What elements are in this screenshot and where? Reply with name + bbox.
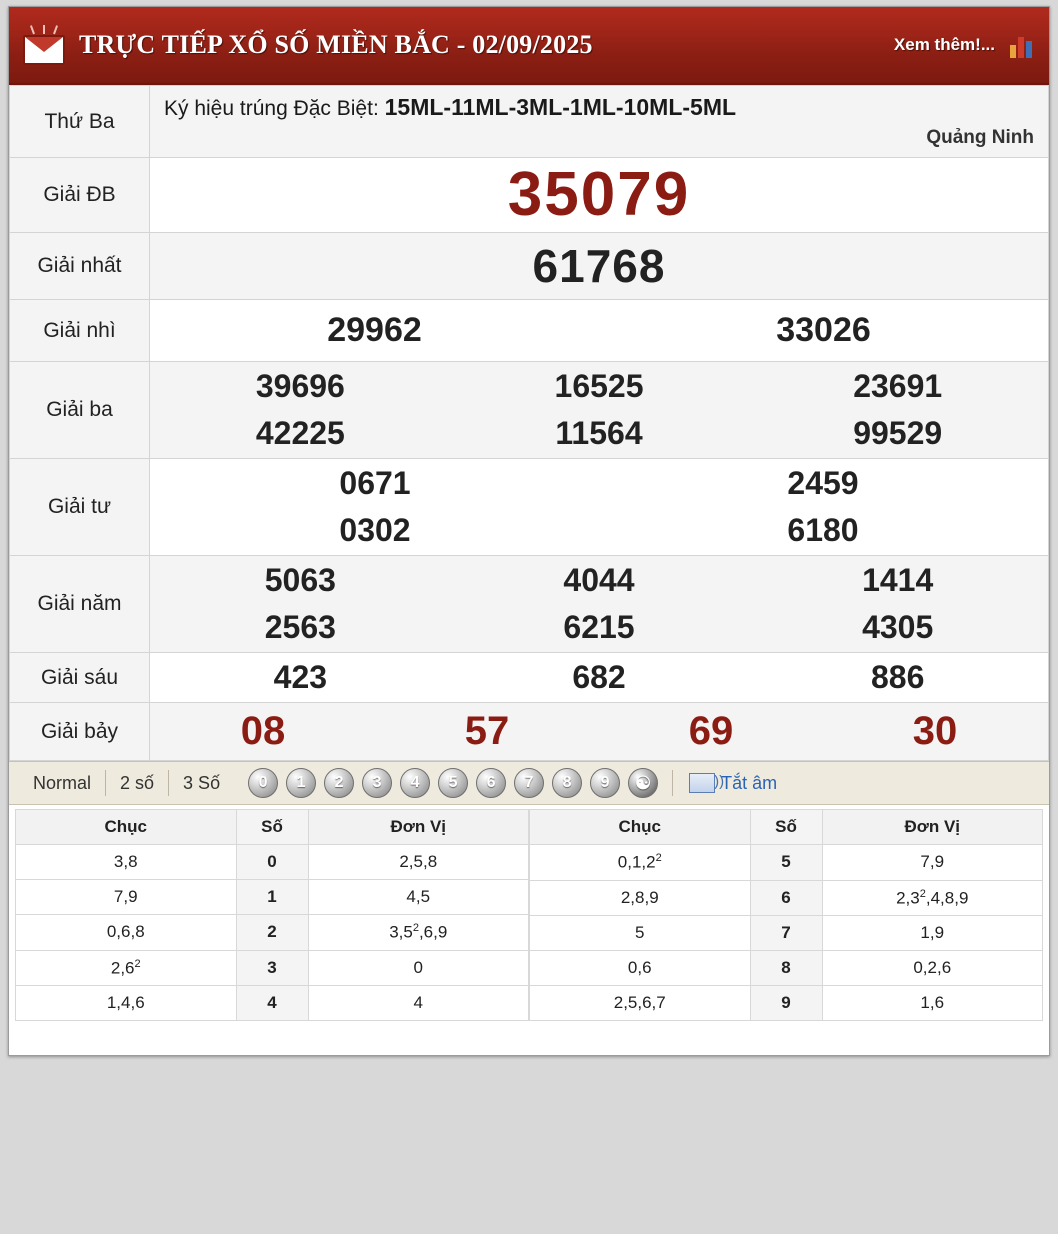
special-code-line xyxy=(164,94,1034,121)
stats-donvi: 1,6 xyxy=(822,986,1043,1021)
stats-header-so: Số xyxy=(236,810,308,845)
stats-chuc: 0,6 xyxy=(530,951,751,986)
prize-number: 4044 xyxy=(563,562,635,598)
stats-chuc: 2,5,6,7 xyxy=(530,986,751,1021)
prize-number: 423 xyxy=(273,659,328,695)
prize-row-1 xyxy=(10,233,1049,300)
stats-chuc: $2,6^2$ xyxy=(16,950,237,986)
prize-number: 0302 xyxy=(339,512,411,548)
speaker-icon xyxy=(689,773,715,793)
prize-number: 6180 xyxy=(787,512,859,548)
stats-donvi: 4 xyxy=(308,986,529,1021)
prize-number: 35079 xyxy=(507,160,691,229)
prize-number: 5063 xyxy=(264,562,336,598)
stats-donvi: $3,5^2,6,9$ xyxy=(308,915,529,951)
digit-ball-1[interactable]: 1 xyxy=(286,768,316,798)
sound-toggle[interactable] xyxy=(689,773,777,794)
window-titlebar xyxy=(9,7,1049,85)
prize-number: 39696 xyxy=(255,368,345,404)
prize-values-7 xyxy=(150,703,1049,761)
prize-values-5 xyxy=(150,556,1049,653)
table-header-row xyxy=(530,810,1043,845)
chart-icon[interactable] xyxy=(1009,32,1035,58)
stats-so: 4 xyxy=(236,986,308,1021)
table-row xyxy=(16,950,529,986)
prize-label-7: Giải bảy xyxy=(10,703,150,761)
prize-number: 11564 xyxy=(555,415,643,451)
prize-number: 16525 xyxy=(554,368,644,404)
prize-number: 682 xyxy=(572,659,626,695)
table-row xyxy=(16,986,529,1021)
stats-donvi: 1,9 xyxy=(822,916,1043,951)
table-row xyxy=(530,880,1043,916)
stats-chuc: 7,9 xyxy=(16,880,237,915)
table-row xyxy=(530,916,1043,951)
stats-chuc: 3,8 xyxy=(16,845,237,880)
prize-values-1 xyxy=(150,233,1049,300)
stats-header-so: Số xyxy=(750,810,822,845)
see-more-link[interactable]: Xem thêm!... xyxy=(893,35,995,54)
province-label: Quảng Ninh xyxy=(926,127,1034,148)
stats-chuc: 0,6,8 xyxy=(16,915,237,951)
prize-values-4 xyxy=(150,459,1049,556)
prize-number: 886 xyxy=(870,659,925,695)
prize-number: 99529 xyxy=(853,415,943,451)
stats-table-right xyxy=(529,809,1043,1021)
stats-so: 3 xyxy=(236,950,308,986)
prize-label-6: Giải sáu xyxy=(10,653,150,703)
prize-number: 2563 xyxy=(264,609,336,645)
table-row xyxy=(530,986,1043,1021)
prize-number: 1414 xyxy=(862,562,934,598)
digit-ball-2[interactable]: 2 xyxy=(324,768,354,798)
stats-table-left xyxy=(15,809,529,1021)
prize-label-4: Giải tư xyxy=(10,459,150,556)
table-row xyxy=(16,845,529,880)
special-code-value: 15ML-11ML-3ML-1ML-10ML-5ML xyxy=(384,94,737,120)
stats-so: 1 xyxy=(236,880,308,915)
yinyang-icon[interactable]: ☯ xyxy=(628,768,658,798)
prize-number: 61768 xyxy=(532,240,666,292)
prize-label-db: Giải ĐB xyxy=(10,158,150,233)
digit-ball-group xyxy=(248,768,658,798)
stats-donvi: 0 xyxy=(308,950,529,986)
toolbar-divider xyxy=(672,770,673,796)
sound-toggle-label[interactable]: Tắt âm xyxy=(721,772,778,793)
lottery-window xyxy=(8,6,1050,1056)
stats-donvi: 2,5,8 xyxy=(308,845,529,880)
prize-row-db xyxy=(10,158,1049,233)
stats-header-chuc: Chục xyxy=(16,810,237,845)
digit-ball-5[interactable]: 5 xyxy=(438,768,468,798)
window-footer xyxy=(9,1029,1049,1055)
info-row xyxy=(10,86,1049,158)
prize-row-2 xyxy=(10,300,1049,362)
prize-number: 0671 xyxy=(339,465,411,501)
table-row xyxy=(530,845,1043,881)
stats-chuc: 0,1,2$^2$ xyxy=(530,845,751,881)
digit-ball-9[interactable]: 9 xyxy=(590,768,620,798)
prize-row-3 xyxy=(10,362,1049,459)
prize-number: 69 xyxy=(688,709,734,753)
prize-number: 57 xyxy=(464,709,510,753)
prize-label-2: Giải nhì xyxy=(10,300,150,362)
weekday-label: Thứ Ba xyxy=(10,86,150,158)
prize-row-5 xyxy=(10,556,1049,653)
special-code-label: Ký hiệu trúng Đặc Biệt: xyxy=(164,97,379,120)
prize-values-3 xyxy=(150,362,1049,459)
digit-ball-4[interactable]: 4 xyxy=(400,768,430,798)
digit-ball-8[interactable]: 8 xyxy=(552,768,582,798)
prize-label-5: Giải năm xyxy=(10,556,150,653)
stats-header-donvi: Đơn Vị xyxy=(308,810,529,845)
prize-number: 33026 xyxy=(776,311,871,349)
prize-row-7 xyxy=(10,703,1049,761)
filter-3-digits-button[interactable]: 3 Số xyxy=(183,772,221,793)
prize-label-1: Giải nhất xyxy=(10,233,150,300)
prize-number: 4305 xyxy=(862,609,934,645)
table-header-row xyxy=(16,810,529,845)
mail-icon xyxy=(19,25,67,65)
stats-so: 6 xyxy=(750,880,822,916)
page-title: TRỰC TIẾP XỔ SỐ MIỀN BẮC - 02/09/2025 xyxy=(79,30,593,59)
table-row xyxy=(16,880,529,915)
stats-section xyxy=(9,805,1049,1029)
prize-number: 30 xyxy=(912,709,958,753)
stats-so: 8 xyxy=(750,951,822,986)
digit-ball-3[interactable]: 3 xyxy=(362,768,392,798)
prize-number: 42225 xyxy=(255,415,345,451)
prize-row-4 xyxy=(10,459,1049,556)
stats-chuc: 5 xyxy=(530,916,751,951)
titlebar-actions xyxy=(894,32,1035,58)
stats-chuc: 1,4,6 xyxy=(16,986,237,1021)
prize-number: 29962 xyxy=(327,311,422,349)
stats-donvi: 4,5 xyxy=(308,880,529,915)
prize-number: 23691 xyxy=(853,368,943,404)
prize-label-3: Giải ba xyxy=(10,362,150,459)
table-row xyxy=(530,951,1043,986)
filter-2-digits-button[interactable]: 2 số xyxy=(120,772,155,793)
prize-row-6 xyxy=(10,653,1049,703)
prize-values-6 xyxy=(150,653,1049,703)
stats-so: 5 xyxy=(750,845,822,881)
filter-toolbar xyxy=(9,761,1049,805)
digit-ball-6[interactable]: 6 xyxy=(476,768,506,798)
stats-so: 9 xyxy=(750,986,822,1021)
stats-donvi: $2,3^2,4,8,9$ xyxy=(822,880,1043,916)
stats-so: 2 xyxy=(236,915,308,951)
prize-values-2 xyxy=(150,300,1049,362)
special-info-cell xyxy=(150,86,1049,158)
digit-ball-7[interactable]: 7 xyxy=(514,768,544,798)
stats-so: 7 xyxy=(750,916,822,951)
table-row xyxy=(16,915,529,951)
prize-number: 6215 xyxy=(563,609,635,645)
mode-normal-button[interactable]: Normal xyxy=(33,772,92,793)
prize-number: 08 xyxy=(240,709,286,753)
stats-donvi: 7,9 xyxy=(822,845,1043,881)
results-table xyxy=(9,85,1049,761)
stats-so: 0 xyxy=(236,845,308,880)
prize-number: 2459 xyxy=(787,465,859,501)
stats-donvi: 0,2,6 xyxy=(822,951,1043,986)
digit-ball-0[interactable]: 0 xyxy=(248,768,278,798)
prize-values-db xyxy=(150,158,1049,233)
stats-header-donvi: Đơn Vị xyxy=(822,810,1043,845)
stats-header-chuc: Chục xyxy=(530,810,751,845)
stats-chuc: 2,8,9 xyxy=(530,880,751,916)
